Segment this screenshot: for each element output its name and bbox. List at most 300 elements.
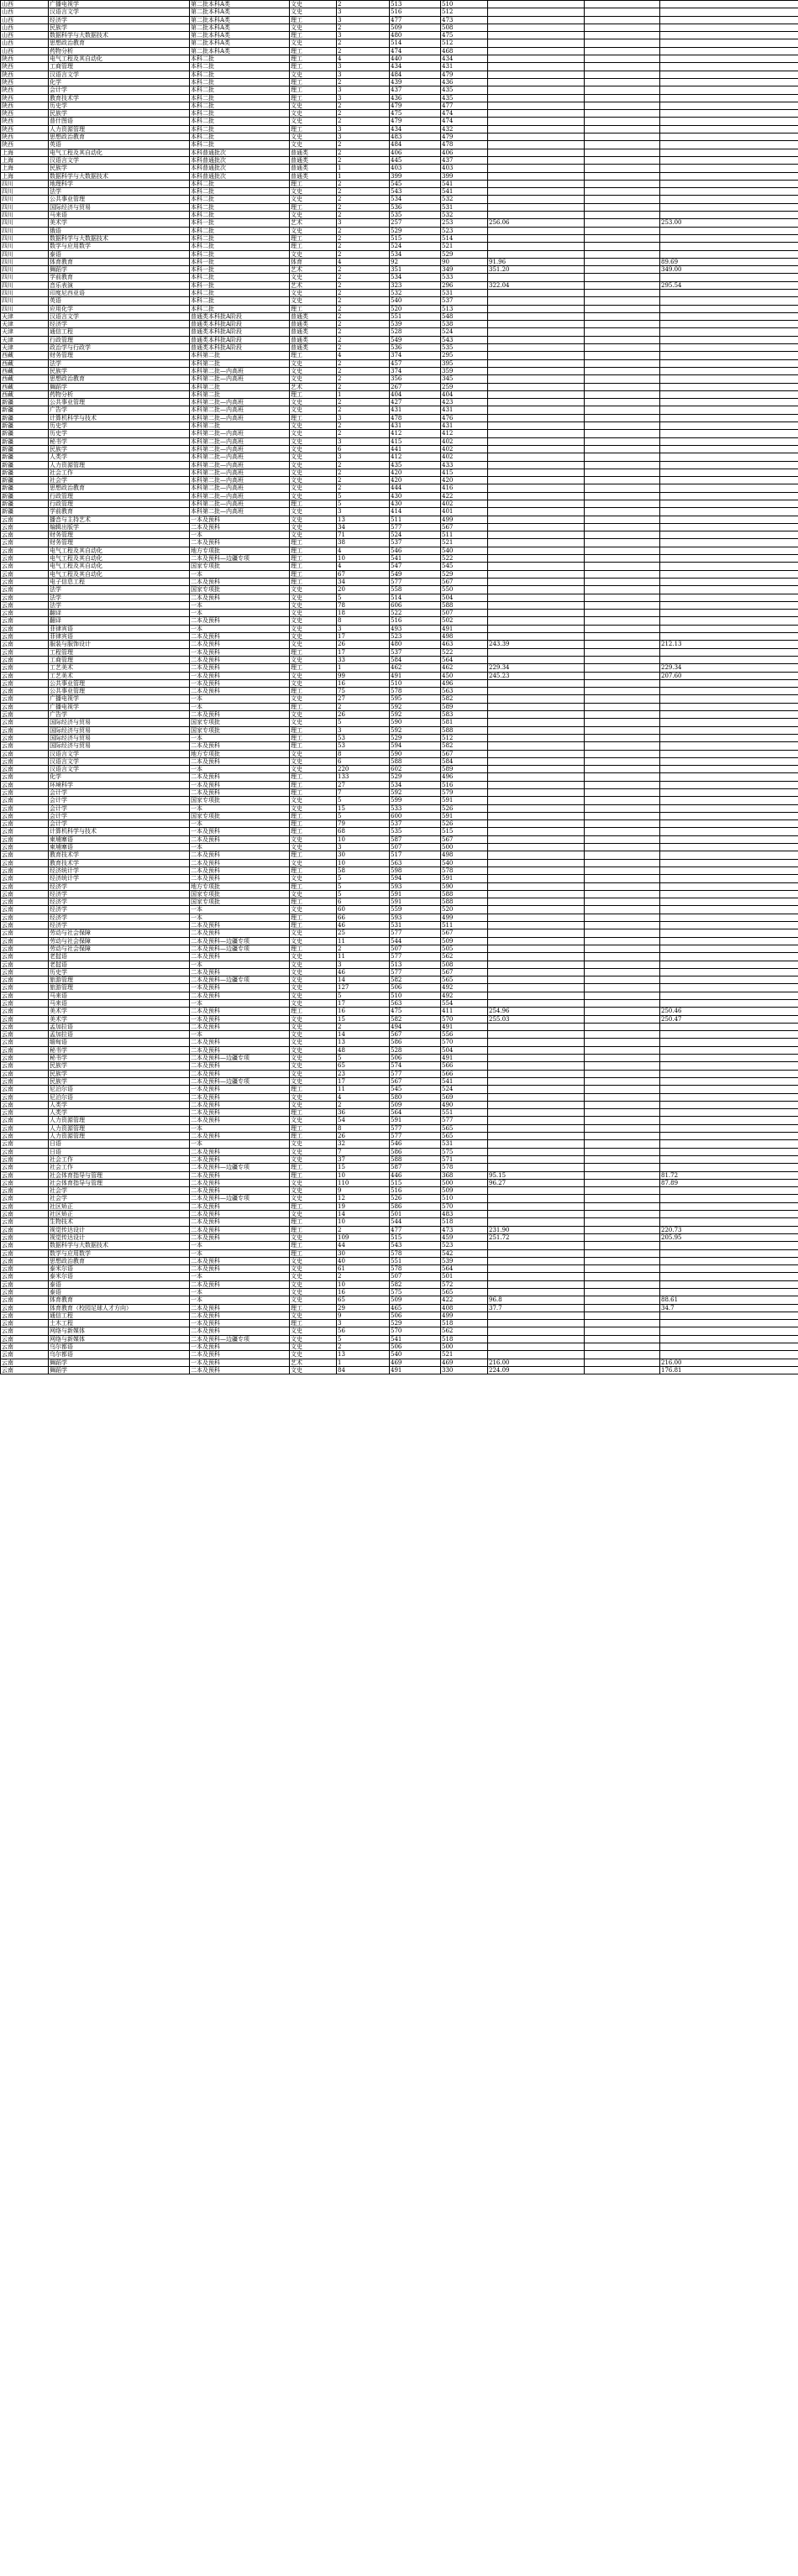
art-min-score-cell [660, 1327, 798, 1335]
art-max-score-cell [488, 867, 585, 874]
batch-cell: 二本及预科 [190, 1155, 290, 1163]
max-score-cell: 434 [390, 63, 441, 71]
subject-type-cell: 文史 [290, 1195, 337, 1202]
table-row [1, 508, 798, 516]
enrolled-count-cell: 110 [337, 1179, 390, 1186]
max-score-cell: 592 [390, 788, 441, 796]
subject-type-cell: 体育 [290, 258, 337, 265]
enrolled-count-cell: 53 [337, 742, 390, 750]
table-row [1, 688, 798, 695]
batch-cell: 二本及预科 [190, 1133, 290, 1140]
art-min-score-cell [660, 1249, 798, 1257]
art-min-score-cell [660, 516, 798, 523]
province-cell: 新疆 [1, 453, 49, 461]
max-score-cell: 578 [390, 1249, 441, 1257]
major-cell: 网络与新媒体 [49, 1327, 190, 1335]
enrolled-count-cell: 17 [337, 1000, 390, 1008]
art-min-score-cell [660, 726, 798, 734]
batch-cell: 二本及预科 [190, 1023, 290, 1030]
batch-cell: 二本及预科—边疆专项 [190, 945, 290, 952]
art-min-score-cell [660, 312, 798, 320]
blank-cell [585, 688, 660, 695]
art-max-score-cell [488, 656, 585, 663]
art-max-score-cell [488, 406, 585, 414]
province-cell: 云南 [1, 1046, 49, 1054]
enrolled-count-cell: 15 [337, 1015, 390, 1023]
major-cell: 日语 [49, 1148, 190, 1155]
subject-type-cell: 文史 [290, 359, 337, 367]
blank-cell [585, 383, 660, 390]
province-cell: 四川 [1, 289, 49, 296]
min-score-cell: 403 [441, 165, 488, 172]
batch-cell: 二本及预科 [190, 664, 290, 672]
subject-type-cell: 理工 [290, 555, 337, 563]
blank-cell [585, 516, 660, 523]
province-cell: 新疆 [1, 445, 49, 453]
art-max-score-cell [488, 1288, 585, 1296]
art-min-score-cell [660, 1218, 798, 1226]
subject-type-cell: 理工 [290, 1008, 337, 1015]
max-score-cell: 516 [390, 1187, 441, 1195]
min-score-cell: 582 [441, 695, 488, 703]
enrolled-count-cell: 3 [337, 134, 390, 141]
blank-cell [585, 94, 660, 102]
batch-cell: 一本 [190, 570, 290, 578]
art-min-score-cell [660, 867, 798, 874]
subject-type-cell: 理工 [290, 563, 337, 570]
blank-cell [585, 149, 660, 156]
subject-type-cell: 理工 [290, 945, 337, 952]
enrolled-count-cell: 10 [337, 555, 390, 563]
max-score-cell: 437 [390, 86, 441, 94]
max-score-cell: 536 [390, 344, 441, 352]
subject-type-cell: 理工 [290, 914, 337, 921]
table-row [1, 750, 798, 757]
art-max-score-cell [488, 328, 585, 336]
table-row [1, 1008, 798, 1015]
art-min-score-cell [660, 539, 798, 547]
enrolled-count-cell: 30 [337, 1249, 390, 1257]
min-score-cell: 501 [441, 1273, 488, 1280]
art-max-score-cell [488, 1039, 585, 1046]
batch-cell: 二本及预科 [190, 922, 290, 929]
max-score-cell: 351 [390, 266, 441, 274]
enrolled-count-cell: 3 [337, 508, 390, 516]
province-cell: 云南 [1, 976, 49, 984]
province-cell: 云南 [1, 734, 49, 741]
province-cell: 陕西 [1, 125, 49, 133]
batch-cell: 本科二批 [190, 118, 290, 125]
subject-type-cell: 文史 [290, 375, 337, 383]
art-max-score-cell [488, 688, 585, 695]
enrolled-count-cell: 2 [337, 430, 390, 437]
min-score-cell: 564 [441, 1265, 488, 1273]
subject-type-cell: 理工 [290, 547, 337, 554]
table-row [1, 1249, 798, 1257]
subject-type-cell: 文史 [290, 750, 337, 757]
art-min-score-cell [660, 828, 798, 835]
art-max-score-cell [488, 1117, 585, 1124]
table-row [1, 1288, 798, 1296]
batch-cell: 一本 [190, 1296, 290, 1304]
batch-cell: 本科第二批—内高班 [190, 453, 290, 461]
enrolled-count-cell: 2 [337, 383, 390, 390]
table-row [1, 1351, 798, 1359]
batch-cell: 本科一批 [190, 219, 290, 227]
blank-cell [585, 141, 660, 149]
art-min-score-cell [660, 1335, 798, 1343]
blank-cell [585, 1233, 660, 1241]
art-min-score-cell [660, 804, 798, 812]
enrolled-count-cell: 5 [337, 890, 390, 898]
province-cell: 云南 [1, 968, 49, 976]
blank-cell [585, 305, 660, 312]
max-score-cell: 510 [390, 992, 441, 999]
major-cell: 财务管理 [49, 352, 190, 359]
min-score-cell: 507 [441, 610, 488, 617]
min-score-cell: 541 [441, 188, 488, 196]
major-cell: 社会学 [49, 1187, 190, 1195]
table-row [1, 937, 798, 945]
blank-cell [585, 601, 660, 609]
enrolled-count-cell: 2 [337, 703, 390, 710]
table-row [1, 563, 798, 570]
blank-cell [585, 281, 660, 289]
batch-cell: 本科二批 [190, 227, 290, 234]
min-score-cell: 496 [441, 679, 488, 687]
table-row [1, 469, 798, 476]
art-max-score-cell [488, 196, 585, 203]
subject-type-cell: 理工 [290, 1202, 337, 1210]
major-cell: 播音与主持艺术 [49, 516, 190, 523]
blank-cell [585, 321, 660, 328]
batch-cell: 二本及预科 [190, 1039, 290, 1046]
art-min-score-cell [660, 1140, 798, 1148]
blank-cell [585, 719, 660, 726]
table-row [1, 953, 798, 961]
province-cell: 新疆 [1, 437, 49, 445]
table-row [1, 1015, 798, 1023]
subject-type-cell: 文史 [290, 437, 337, 445]
blank-cell [585, 1008, 660, 1015]
max-score-cell: 520 [390, 305, 441, 312]
province-cell: 云南 [1, 898, 49, 906]
batch-cell: 本科二批 [190, 125, 290, 133]
art-max-score-cell [488, 461, 585, 469]
major-cell: 民族学 [49, 110, 190, 118]
province-cell: 云南 [1, 788, 49, 796]
subject-type-cell: 文史 [290, 141, 337, 149]
blank-cell [585, 679, 660, 687]
min-score-cell: 562 [441, 953, 488, 961]
batch-cell: 普通类本科批A阶段 [190, 321, 290, 328]
table-row [1, 945, 798, 952]
enrolled-count-cell: 2 [337, 945, 390, 952]
table-row [1, 1155, 798, 1163]
table-row [1, 1327, 798, 1335]
art-max-score-cell [488, 437, 585, 445]
art-min-score-cell: 34.7 [660, 1304, 798, 1312]
blank-cell [585, 1101, 660, 1108]
art-max-score-cell [488, 359, 585, 367]
table-row [1, 212, 798, 219]
province-cell: 西藏 [1, 375, 49, 383]
batch-cell: 二本及预科 [190, 968, 290, 976]
max-score-cell: 534 [390, 250, 441, 258]
art-min-score-cell: 81.72 [660, 1171, 798, 1179]
art-min-score-cell [660, 875, 798, 882]
subject-type-cell: 文史 [290, 804, 337, 812]
max-score-cell: 92 [390, 258, 441, 265]
enrolled-count-cell: 8 [337, 617, 390, 625]
subject-type-cell: 文史 [290, 1140, 337, 1148]
art-min-score-cell [660, 1109, 798, 1117]
max-score-cell: 563 [390, 859, 441, 867]
max-score-cell: 412 [390, 430, 441, 437]
art-min-score-cell [660, 625, 798, 632]
major-cell: 工艺美术 [49, 664, 190, 672]
art-min-score-cell [660, 859, 798, 867]
max-score-cell: 474 [390, 47, 441, 55]
art-max-score-cell [488, 1062, 585, 1070]
max-score-cell: 600 [390, 812, 441, 819]
enrolled-count-cell: 15 [337, 1164, 390, 1171]
blank-cell [585, 289, 660, 296]
max-score-cell: 590 [390, 750, 441, 757]
art-min-score-cell [660, 610, 798, 617]
major-cell: 社区矫正 [49, 1202, 190, 1210]
art-min-score-cell [660, 688, 798, 695]
art-max-score-cell [488, 1242, 585, 1249]
art-max-score-cell [488, 953, 585, 961]
max-score-cell: 479 [390, 102, 441, 109]
province-cell: 云南 [1, 711, 49, 719]
major-cell: 电气工程及其自动化 [49, 547, 190, 554]
art-min-score-cell [660, 734, 798, 741]
table-row [1, 1077, 798, 1085]
art-max-score-cell [488, 882, 585, 890]
min-score-cell: 567 [441, 750, 488, 757]
enrolled-count-cell: 2 [337, 1226, 390, 1233]
table-row [1, 305, 798, 312]
subject-type-cell: 理工 [290, 851, 337, 859]
max-score-cell: 480 [390, 32, 441, 39]
enrolled-count-cell: 6 [337, 445, 390, 453]
max-score-cell: 506 [390, 1055, 441, 1062]
batch-cell: 本科第二批 [190, 352, 290, 359]
table-row [1, 47, 798, 55]
art-min-score-cell [660, 406, 798, 414]
max-score-cell: 577 [390, 953, 441, 961]
max-score-cell: 479 [390, 118, 441, 125]
max-score-cell: 578 [390, 688, 441, 695]
enrolled-count-cell: 2 [337, 234, 390, 242]
table-row [1, 781, 798, 788]
batch-cell: 一本及预科 [190, 781, 290, 788]
subject-type-cell: 文史 [290, 984, 337, 992]
art-max-score-cell [488, 203, 585, 211]
min-score-cell: 518 [441, 1218, 488, 1226]
max-score-cell: 524 [390, 531, 441, 539]
min-score-cell: 551 [441, 1109, 488, 1117]
min-score-cell: 515 [441, 828, 488, 835]
enrolled-count-cell: 34 [337, 523, 390, 531]
art-max-score-cell [488, 788, 585, 796]
province-cell: 山西 [1, 32, 49, 39]
blank-cell [585, 8, 660, 16]
major-cell: 舞蹈学 [49, 1359, 190, 1366]
major-cell: 土木工程 [49, 1320, 190, 1327]
table-row [1, 492, 798, 500]
blank-cell [585, 406, 660, 414]
subject-type-cell: 文史 [290, 797, 337, 804]
art-min-score-cell [660, 24, 798, 31]
province-cell: 四川 [1, 219, 49, 227]
max-score-cell: 434 [390, 125, 441, 133]
major-cell: 国际经济与贸易 [49, 742, 190, 750]
subject-type-cell: 理工 [290, 1133, 337, 1140]
batch-cell: 本科二批 [190, 212, 290, 219]
art-min-score-cell: 176.81 [660, 1366, 798, 1374]
batch-cell: 二本及预科 [190, 1171, 290, 1179]
province-cell: 新疆 [1, 477, 49, 484]
blank-cell [585, 227, 660, 234]
blank-cell [585, 469, 660, 476]
min-score-cell: 510 [441, 1195, 488, 1202]
enrolled-count-cell: 2 [337, 47, 390, 55]
art-max-score-cell [488, 188, 585, 196]
table-row [1, 1233, 798, 1241]
art-max-score-cell [488, 430, 585, 437]
min-score-cell: 570 [441, 1202, 488, 1210]
enrolled-count-cell: 1 [337, 664, 390, 672]
major-cell: 药物分析 [49, 390, 190, 398]
major-cell: 会计学 [49, 812, 190, 819]
table-row [1, 227, 798, 234]
max-score-cell: 595 [390, 695, 441, 703]
blank-cell [585, 47, 660, 55]
min-score-cell: 521 [441, 1351, 488, 1359]
batch-cell: 二本及预科—边疆专项 [190, 976, 290, 984]
subject-type-cell: 理工 [290, 1086, 337, 1093]
blank-cell [585, 134, 660, 141]
blank-cell [585, 352, 660, 359]
major-cell: 劳动与社会保障 [49, 929, 190, 937]
art-min-score-cell [660, 586, 798, 594]
blank-cell [585, 929, 660, 937]
batch-cell: 地方专项批 [190, 547, 290, 554]
enrolled-count-cell: 27 [337, 695, 390, 703]
blank-cell [585, 165, 660, 172]
blank-cell [585, 399, 660, 406]
blank-cell [585, 788, 660, 796]
province-cell: 云南 [1, 695, 49, 703]
major-cell: 电气工程及其自动化 [49, 555, 190, 563]
province-cell: 云南 [1, 953, 49, 961]
table-row [1, 1202, 798, 1210]
min-score-cell: 491 [441, 625, 488, 632]
max-score-cell: 457 [390, 359, 441, 367]
art-min-score-cell [660, 63, 798, 71]
batch-cell: 二本及预科—边疆专项 [190, 555, 290, 563]
subject-type-cell: 理工 [290, 922, 337, 929]
major-cell: 经济学 [49, 914, 190, 921]
max-score-cell: 545 [390, 1086, 441, 1093]
min-score-cell: 402 [441, 500, 488, 508]
batch-cell: 二本及预科—边疆专项 [190, 1055, 290, 1062]
art-max-score-cell [488, 547, 585, 554]
major-cell: 公共事业管理 [49, 196, 190, 203]
batch-cell: 本科二批 [190, 102, 290, 109]
subject-type-cell: 文史 [290, 1327, 337, 1335]
table-row [1, 203, 798, 211]
province-cell: 云南 [1, 1155, 49, 1163]
province-cell: 云南 [1, 1202, 49, 1210]
art-min-score-cell [660, 766, 798, 773]
subject-type-cell: 文史 [290, 1187, 337, 1195]
subject-type-cell: 文史 [290, 1093, 337, 1101]
art-min-score-cell [660, 375, 798, 383]
art-max-score-cell [488, 992, 585, 999]
max-score-cell: 535 [390, 212, 441, 219]
province-cell: 西藏 [1, 390, 49, 398]
blank-cell [585, 453, 660, 461]
art-max-score-cell [488, 422, 585, 430]
major-cell: 体育教育 [49, 1296, 190, 1304]
subject-type-cell: 文史 [290, 430, 337, 437]
major-cell: 国际经济与贸易 [49, 734, 190, 741]
province-cell: 云南 [1, 1031, 49, 1039]
min-score-cell: 588 [441, 890, 488, 898]
blank-cell [585, 156, 660, 164]
min-score-cell: 578 [441, 1164, 488, 1171]
enrolled-count-cell: 78 [337, 601, 390, 609]
table-row [1, 961, 798, 968]
major-cell: 体育教育（校园足球人才方向） [49, 1304, 190, 1312]
enrolled-count-cell: 38 [337, 539, 390, 547]
table-row [1, 414, 798, 421]
art-max-score-cell [488, 55, 585, 63]
enrolled-count-cell: 44 [337, 1242, 390, 1249]
province-cell: 云南 [1, 992, 49, 999]
batch-cell: 二本及预科 [190, 851, 290, 859]
province-cell: 云南 [1, 1257, 49, 1264]
enrolled-count-cell: 2 [337, 118, 390, 125]
province-cell: 云南 [1, 688, 49, 695]
batch-cell: 本科二批 [190, 134, 290, 141]
subject-type-cell: 文史 [290, 1148, 337, 1155]
batch-cell: 二本及预科 [190, 1211, 290, 1218]
min-score-cell: 422 [441, 1296, 488, 1304]
min-score-cell: 436 [441, 78, 488, 86]
blank-cell [585, 437, 660, 445]
table-row [1, 1000, 798, 1008]
subject-type-cell: 理工 [290, 47, 337, 55]
table-row [1, 1179, 798, 1186]
major-cell: 秘书学 [49, 437, 190, 445]
art-max-score-cell [488, 375, 585, 383]
province-cell: 云南 [1, 648, 49, 656]
batch-cell: 本科一批 [190, 281, 290, 289]
max-score-cell: 594 [390, 742, 441, 750]
enrolled-count-cell: 58 [337, 867, 390, 874]
table-row [1, 422, 798, 430]
art-min-score-cell [660, 1257, 798, 1264]
max-score-cell: 529 [390, 734, 441, 741]
art-max-score-cell [488, 1133, 585, 1140]
min-score-cell: 591 [441, 797, 488, 804]
min-score-cell: 565 [441, 1133, 488, 1140]
